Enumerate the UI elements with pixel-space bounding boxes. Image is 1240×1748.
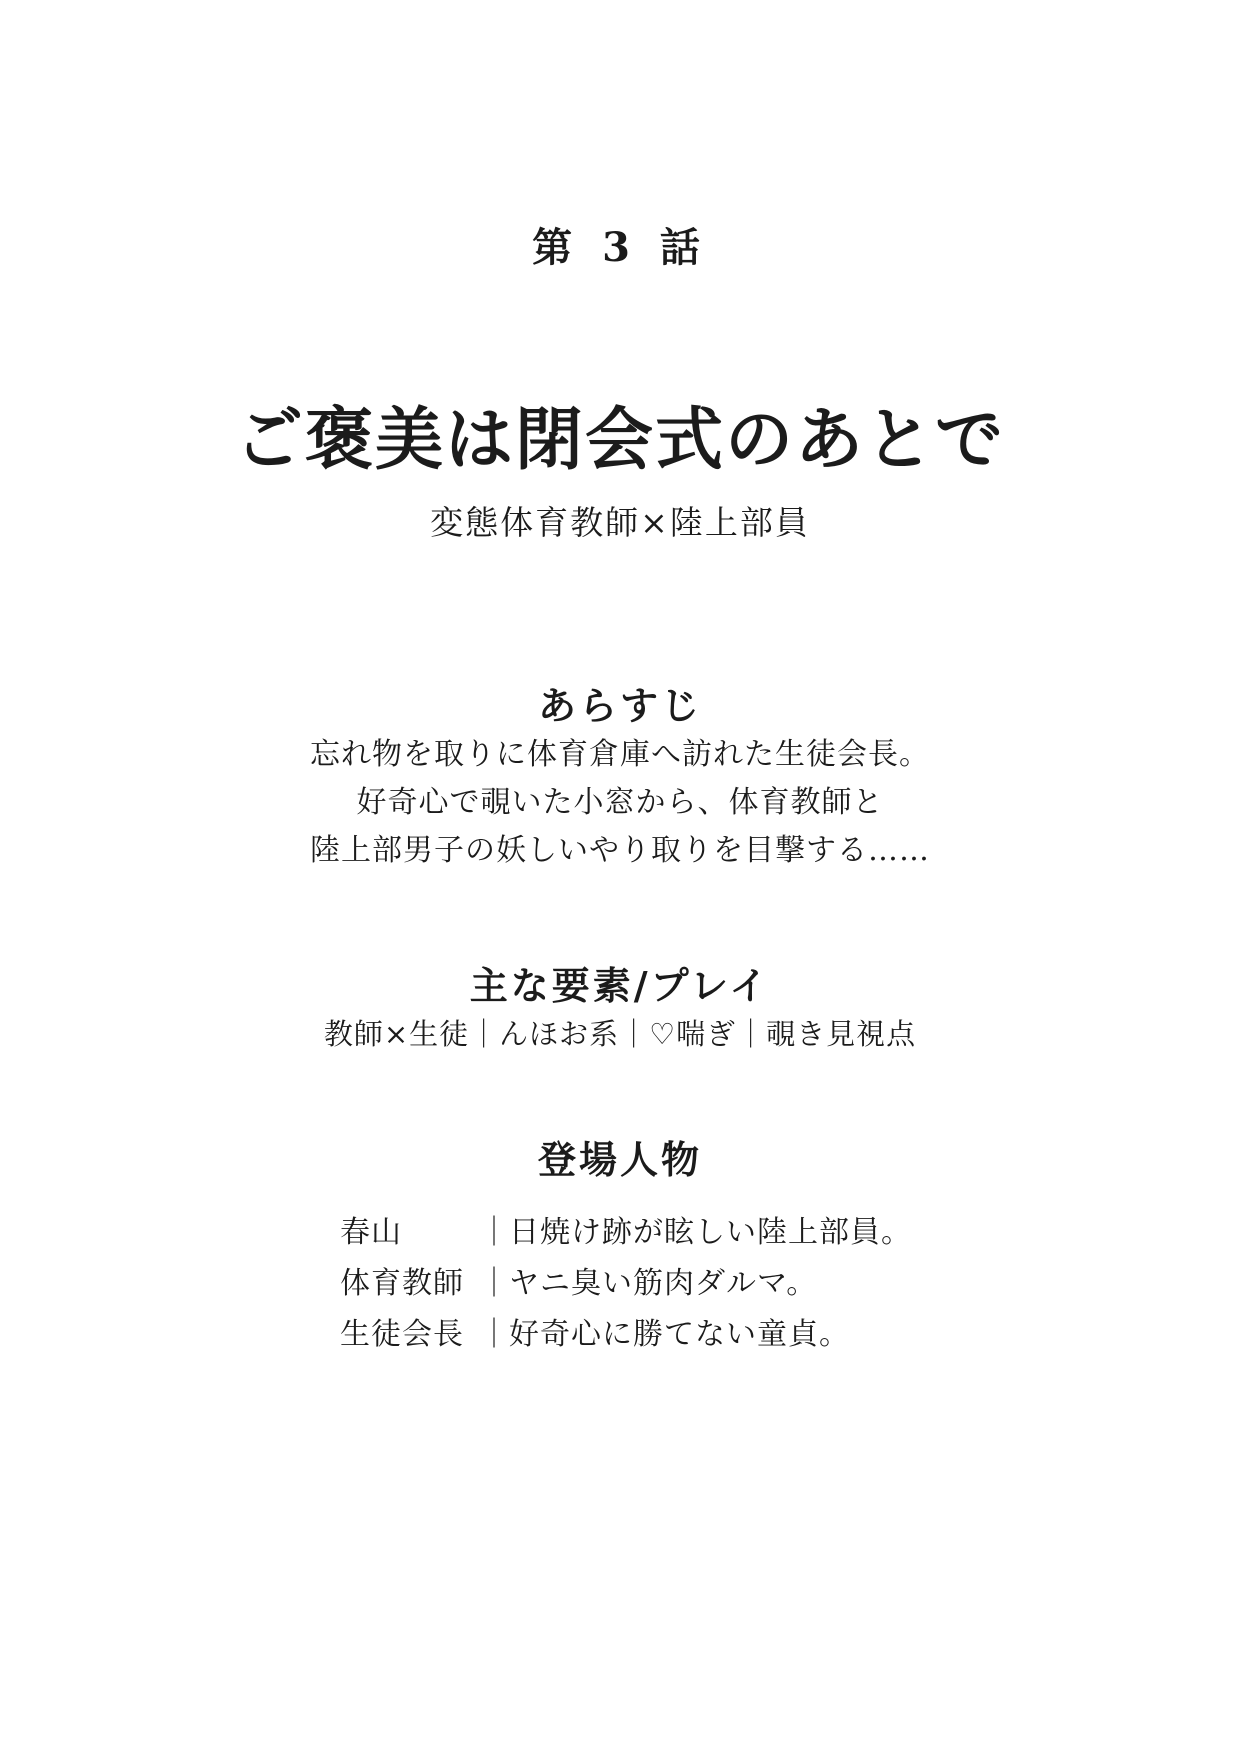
character-separator: ｜ (479, 1317, 509, 1352)
synopsis-heading: あらすじ (537, 683, 702, 728)
character-row (340, 1207, 912, 1258)
synopsis-line: 忘れ物を取りに体育倉庫へ訪れた生徒会長。 (310, 737, 930, 772)
synopsis-line: 陸上部男子の妖しいやり取りを目撃する…… (310, 833, 930, 868)
character-description: 好奇心に勝てない童貞。 (509, 1317, 850, 1352)
synopsis-text (0, 731, 1240, 875)
character-separator: ｜ (479, 1215, 509, 1250)
characters-heading: 登場人物 (537, 1137, 702, 1182)
elements-heading: 主な要素/プレイ (469, 963, 771, 1008)
character-description: ヤニ臭い筋肉ダルマ。 (509, 1266, 818, 1301)
character-separator: ｜ (479, 1266, 509, 1301)
character-name: 春山 (340, 1215, 402, 1250)
chapter-number: 第 3 話 (532, 224, 708, 271)
character-description: 日焼け跡が眩しい陸上部員。 (509, 1215, 912, 1250)
character-row (340, 1309, 900, 1360)
synopsis-line: 好奇心で覗いた小窓から、体育教師と (356, 785, 884, 820)
character-name: 生徒会長 (340, 1317, 464, 1352)
elements-tags: 教師×生徒｜んほお系｜♡喘ぎ｜覗き見視点 (323, 1017, 917, 1051)
chapter-title: ご褒美は閉会式のあとで (234, 400, 1005, 480)
character-name: 体育教師 (340, 1266, 464, 1301)
character-list (340, 1207, 912, 1360)
pairing-subtitle: 変態体育教師×陸上部員 (430, 503, 810, 542)
character-row (340, 1258, 900, 1309)
